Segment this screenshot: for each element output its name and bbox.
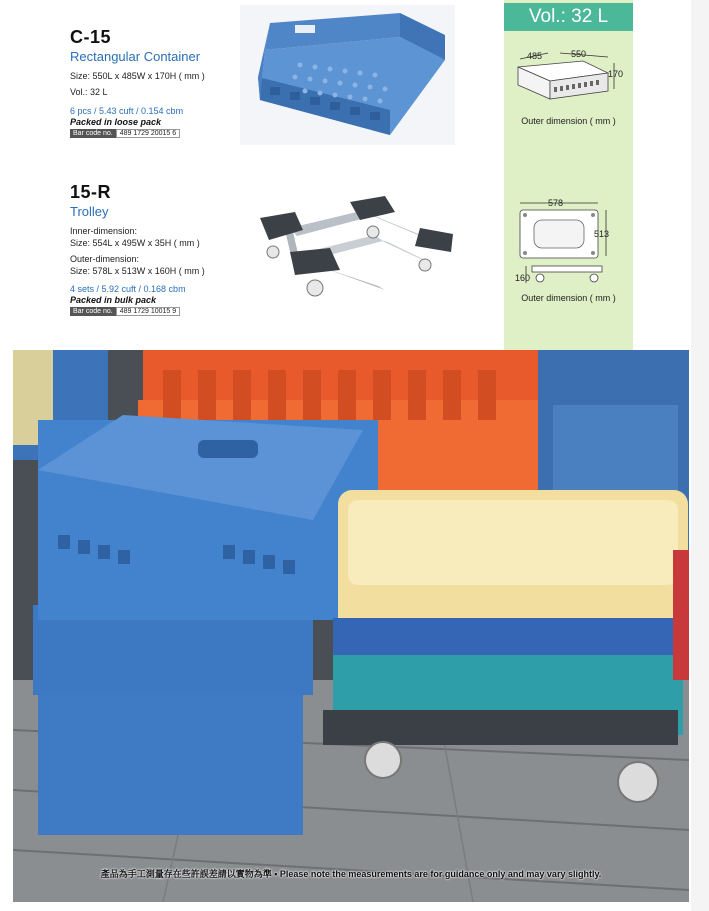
barcode-value: 489 1729 10015 9	[116, 307, 180, 316]
dim-485: 485	[527, 51, 543, 61]
barcode-label: Bar code no.	[70, 129, 116, 138]
measurement-disclaimer: 產品為手工測量存在些許誤差請以實物為準 • Please note the measurements are for guidance only and may vary slightly.	[100, 869, 602, 879]
dim-160: 160	[515, 273, 531, 283]
product-packing: Packed in loose pack	[70, 117, 162, 127]
product-code: C-15	[70, 27, 112, 47]
barcode	[70, 307, 240, 316]
product-volume: Vol.: 32 L	[70, 87, 108, 97]
product-inner-size: Size: 554L x 495W x 35H ( mm )	[70, 238, 200, 248]
page-margin-right	[691, 0, 709, 911]
volume-badge: Vol.: 32 L	[504, 3, 633, 31]
barcode-label: Bar code no.	[70, 307, 116, 316]
dim-578: 578	[548, 198, 564, 208]
dim-513: 513	[594, 229, 610, 239]
product-pack-info: 4 sets / 5.92 cuft / 0.168 cbm	[70, 284, 186, 294]
product-outer-label: Outer-dimension:	[70, 254, 140, 264]
dim-550: 550	[571, 49, 587, 59]
trolley-product-image	[255, 190, 465, 310]
product-code: 15-R	[70, 182, 112, 202]
c15-product-image	[240, 5, 455, 145]
product-name: Trolley	[70, 204, 109, 219]
dim-170: 170	[608, 69, 624, 79]
product-size: Size: 550L x 485W x 170H ( mm )	[70, 71, 205, 81]
product-name: Rectangular Container	[70, 49, 201, 64]
product-inner-label: Inner-dimension:	[70, 226, 138, 236]
c15-dimension-caption: Outer dimension ( mm )	[521, 116, 616, 126]
product-c15	[70, 27, 240, 138]
trolley-dimension-caption: Outer dimension ( mm )	[521, 293, 616, 303]
barcode-value: 489 1729 20015 6	[116, 129, 180, 138]
product-15r	[70, 182, 240, 316]
product-pack-info: 6 pcs / 5.43 cuft / 0.154 cbm	[70, 106, 184, 116]
product-outer-size: Size: 578L x 513W x 160H ( mm )	[70, 266, 205, 276]
barcode	[70, 129, 240, 138]
scene-photo	[13, 350, 689, 902]
product-packing: Packed in bulk pack	[70, 295, 157, 305]
